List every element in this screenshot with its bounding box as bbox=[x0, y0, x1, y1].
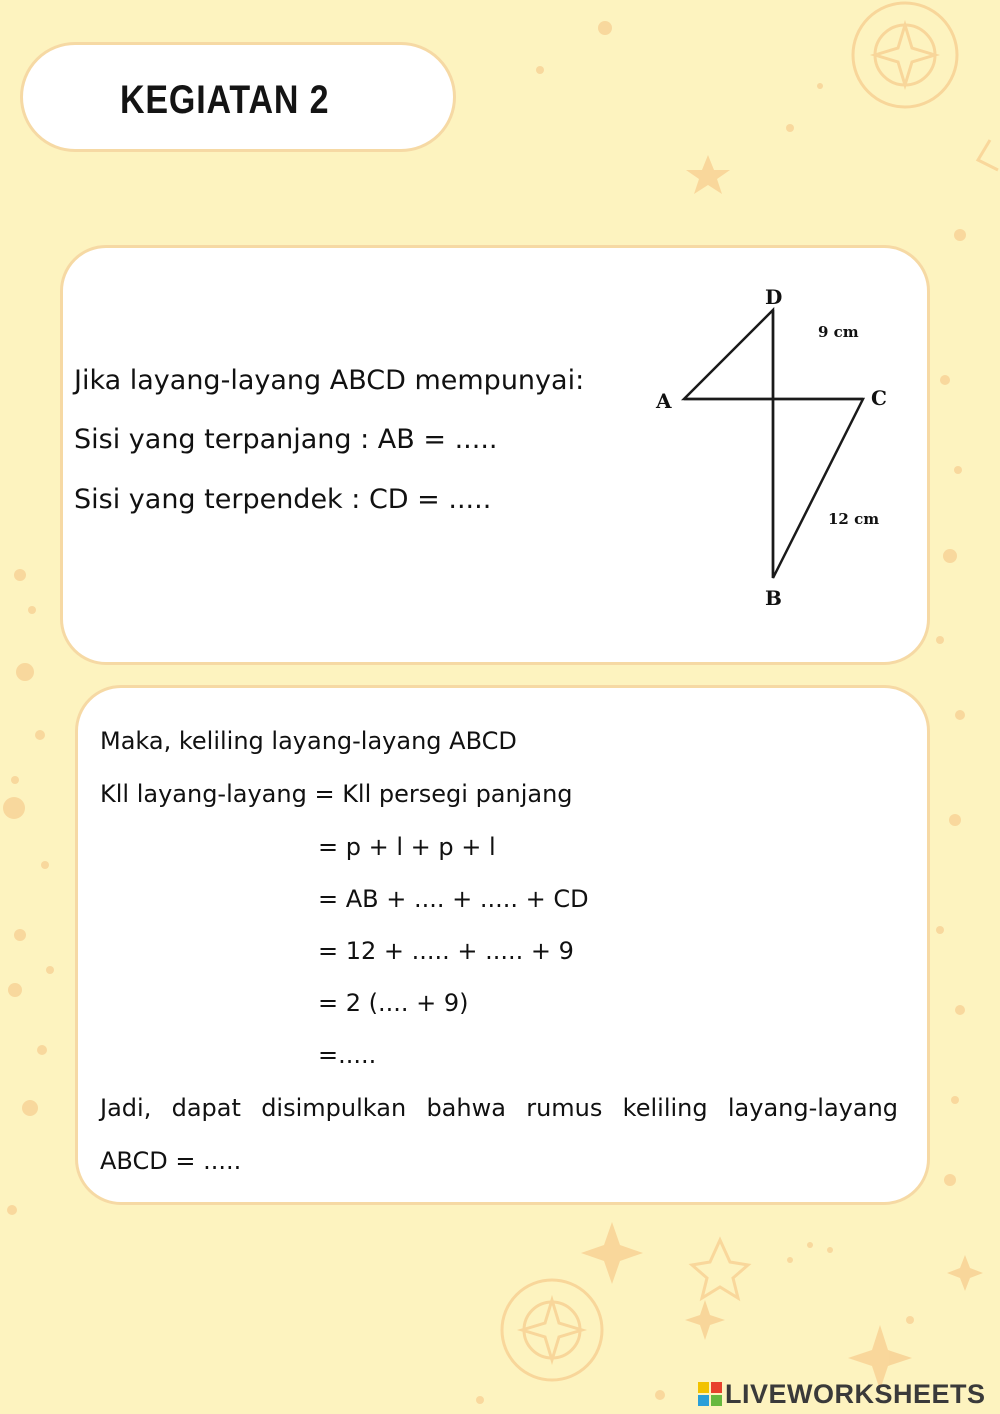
solution-intro: Maka, keliling layang-layang ABCD bbox=[100, 727, 517, 755]
formula-step-2: = AB + .... + ..... + CD bbox=[318, 885, 589, 913]
vertex-c-label: C bbox=[871, 386, 887, 410]
problem-intro: Jika layang-layang ABCD mempunyai: bbox=[74, 365, 585, 396]
conclusion-end: ABCD = ..... bbox=[100, 1147, 242, 1175]
brand-name: LIVEWORKSHEETS bbox=[725, 1378, 986, 1409]
formula-step-4: = 2 (.... + 9) bbox=[318, 989, 469, 1017]
formula-step-5: =..... bbox=[318, 1041, 377, 1069]
conclusion-word: Jadi, bbox=[100, 1094, 152, 1122]
kite-diagram bbox=[640, 275, 910, 620]
conclusion-word: rumus bbox=[526, 1094, 603, 1122]
conclusion-word: dapat bbox=[171, 1094, 241, 1122]
liveworksheets-logo bbox=[698, 1377, 986, 1411]
kite-shape bbox=[684, 310, 863, 578]
conclusion-word: layang-layang bbox=[727, 1094, 899, 1122]
vertex-b-label: B bbox=[765, 586, 782, 610]
conclusion-word: keliling bbox=[622, 1094, 708, 1122]
formula-lead: Kll layang-layang = Kll persegi panjang bbox=[100, 780, 573, 808]
conclusion-word: bahwa bbox=[426, 1094, 506, 1122]
side-dc-length: 9 cm bbox=[818, 323, 859, 341]
longest-side-line: Sisi yang terpanjang : AB = ..... bbox=[74, 424, 498, 455]
vertex-d-label: D bbox=[765, 285, 783, 309]
conclusion-line bbox=[100, 1094, 898, 1122]
shortest-side-line: Sisi yang terpendek : CD = ..... bbox=[74, 484, 492, 515]
liveworksheets-icon bbox=[698, 1382, 722, 1406]
page-title: KEGIATAN 2 bbox=[120, 78, 330, 122]
conclusion-word: disimpulkan bbox=[261, 1094, 407, 1122]
formula-step-3: = 12 + ..... + ..... + 9 bbox=[318, 937, 574, 965]
formula-step-1: = p + l + p + l bbox=[318, 833, 496, 861]
vertex-a-label: A bbox=[656, 389, 672, 413]
side-cb-length: 12 cm bbox=[828, 510, 880, 528]
